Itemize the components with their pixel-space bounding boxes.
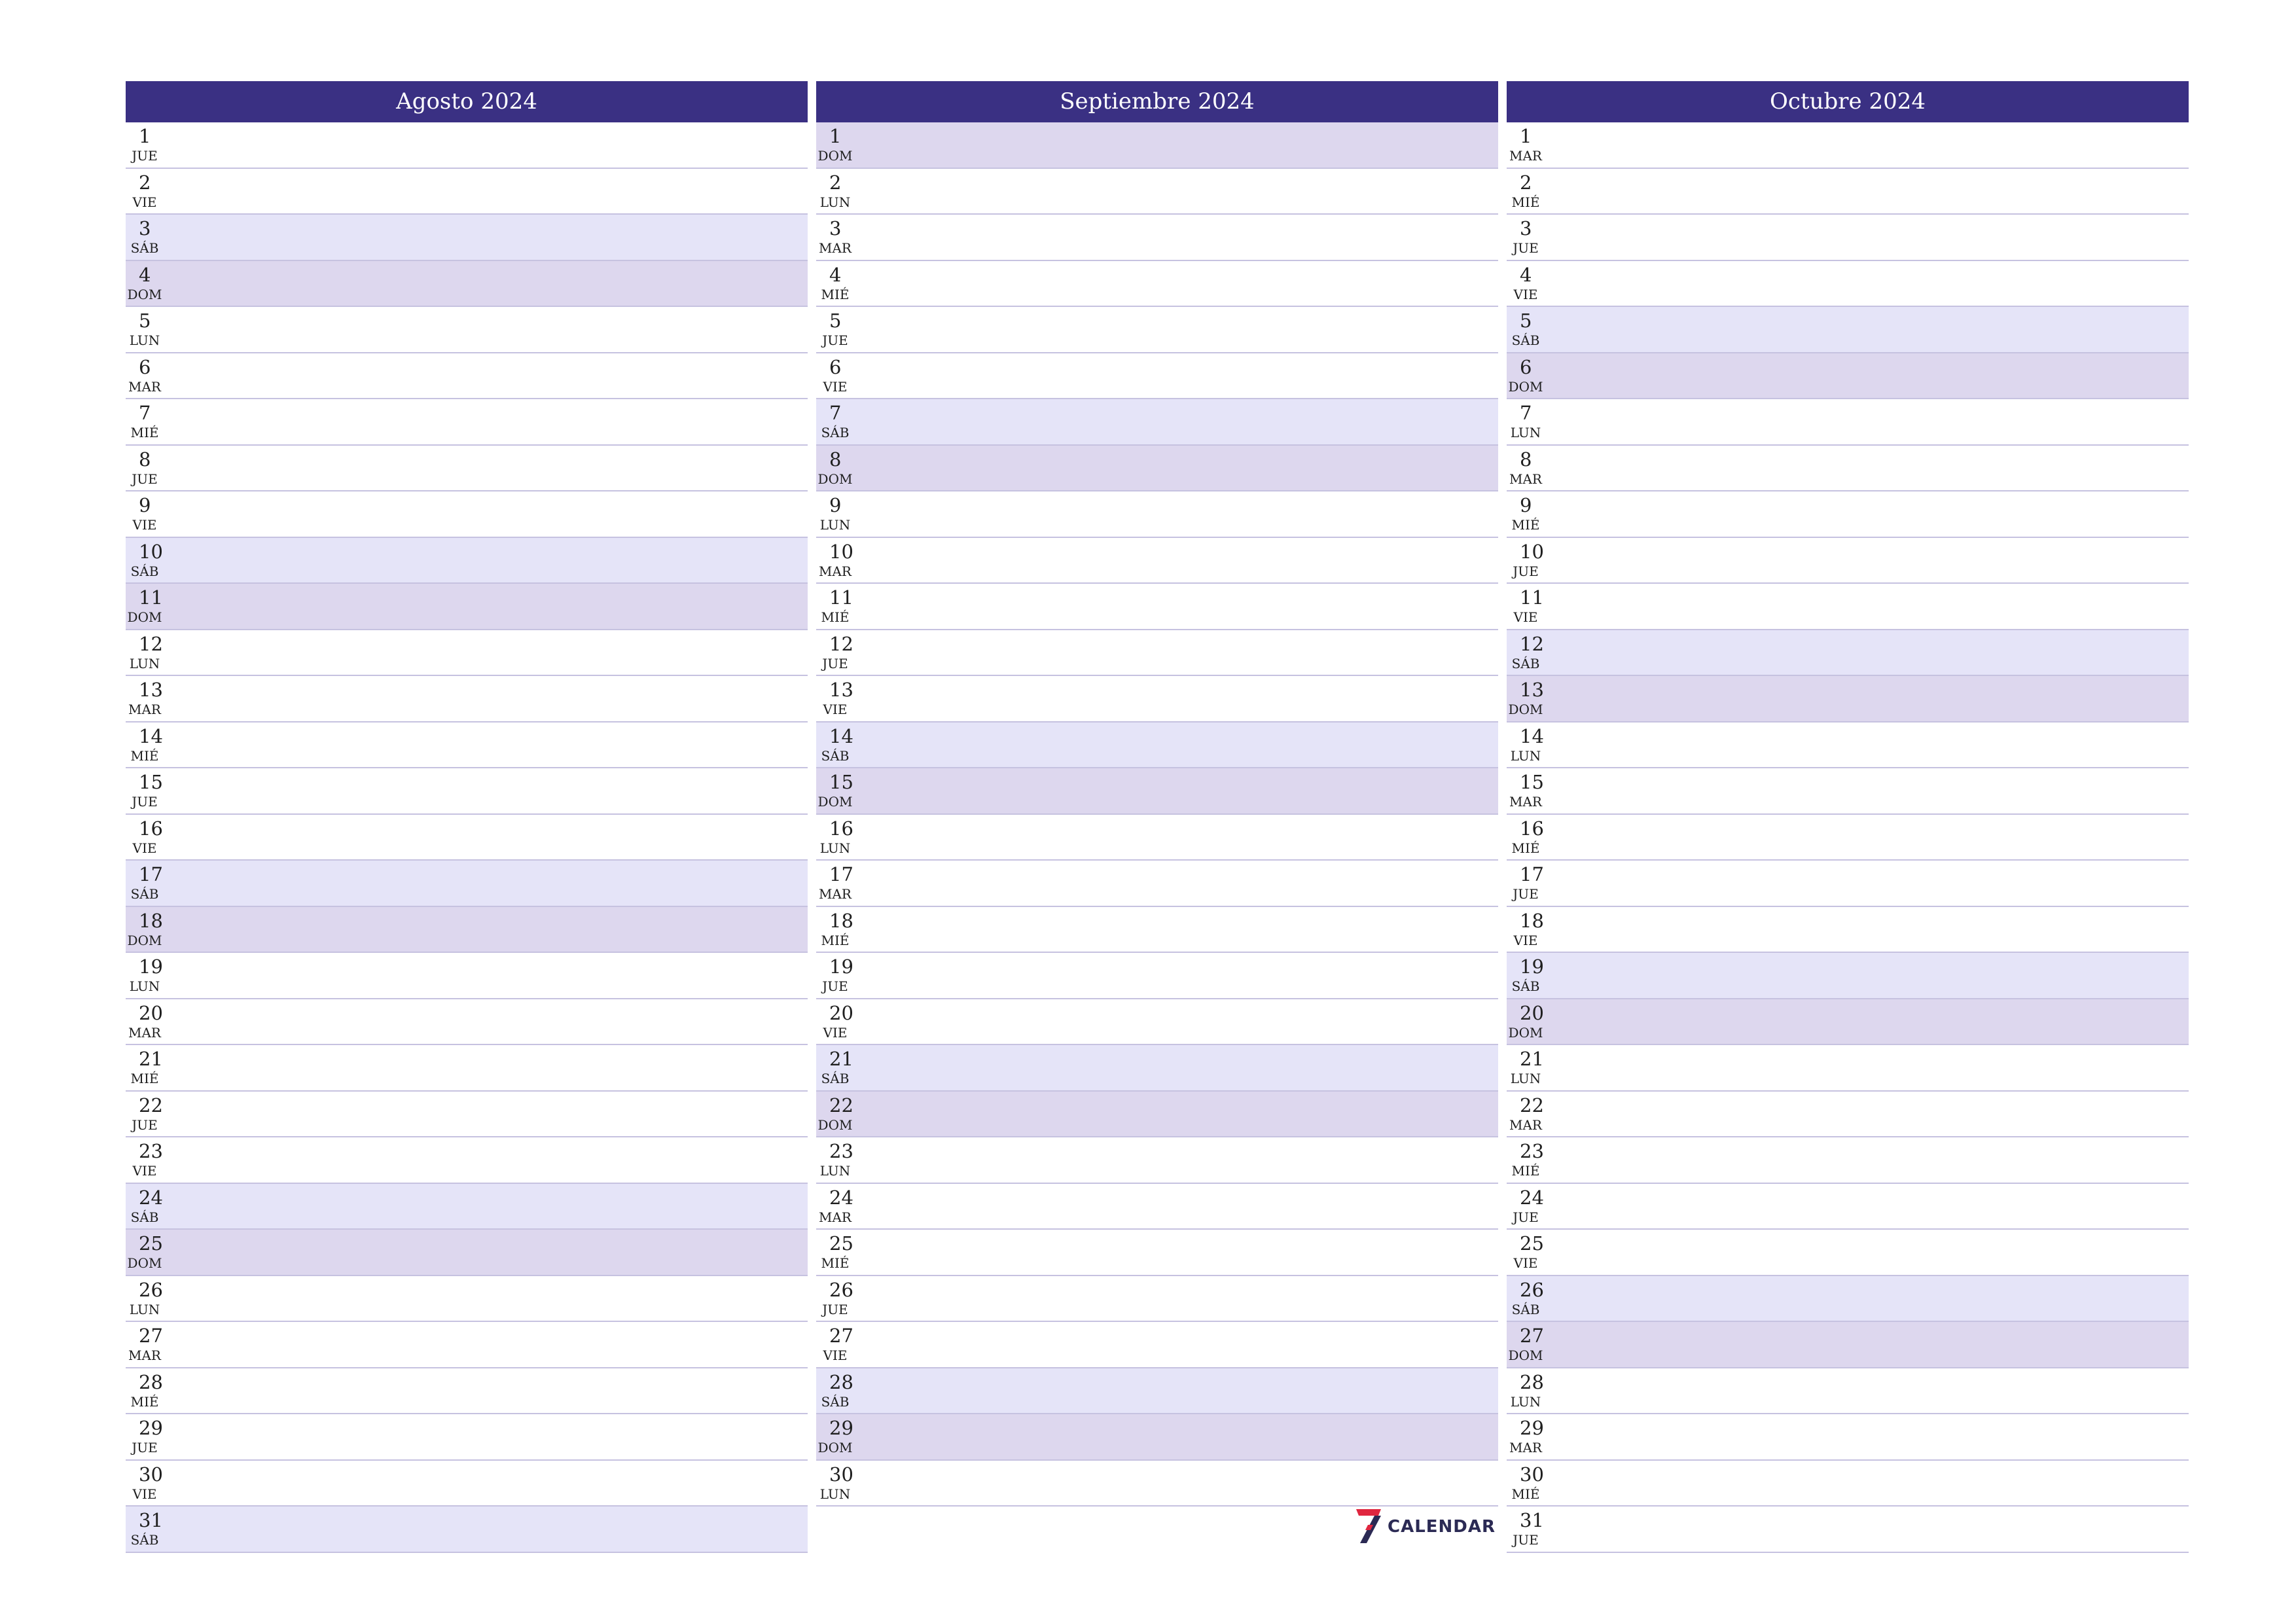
day-number: 7 [139,402,151,424]
weekday-label: LUN [1510,1071,1541,1086]
day-number: 21 [1520,1048,1544,1070]
day-row [1507,768,2189,815]
weekday-label: DOM [1508,1347,1543,1363]
day-row [1507,1368,2189,1415]
day-number: 1 [829,125,842,147]
day-number: 3 [1520,217,1532,240]
day-row [1507,1276,2189,1323]
day-number: 22 [829,1094,853,1116]
weekday-label: JUE [822,978,848,994]
day-number: 31 [1520,1509,1544,1531]
day-number: 14 [139,724,163,747]
weekday-label: MAR [1509,794,1542,810]
day-row [1507,861,2189,907]
weekday-label: SÁB [130,240,159,256]
weekday-label: LUN [129,332,160,348]
day-row [1507,1322,2189,1368]
day-number: 21 [139,1048,163,1070]
weekday-label: MIÉ [130,425,159,440]
day-row [816,1276,1498,1323]
weekday-label: MIÉ [821,609,850,625]
day-row [126,630,808,677]
day-row [816,999,1498,1046]
weekday-label: JUE [822,655,848,671]
day-row [816,768,1498,815]
day-number: 12 [1520,632,1544,655]
day-number: 17 [139,863,163,885]
weekday-label: VIE [132,1163,157,1179]
day-number: 16 [829,817,853,840]
day-number: 23 [829,1140,853,1162]
day-number: 2 [829,171,842,194]
day-row [1507,953,2189,999]
weekday-label: SÁB [130,1209,159,1225]
day-number: 25 [139,1232,163,1255]
weekday-label: LUN [819,1163,851,1179]
day-row [126,1092,808,1138]
weekday-label: SÁB [130,563,159,579]
weekday-label: DOM [817,471,853,487]
day-row [816,446,1498,492]
day-row [126,1414,808,1461]
day-number: 18 [829,909,853,932]
weekday-label: MAR [128,1024,161,1041]
day-row [816,722,1498,769]
day-number: 30 [1520,1463,1544,1486]
day-row [1507,1230,2189,1276]
weekday-label: SÁB [821,1071,850,1086]
day-row [126,261,808,308]
day-number: 29 [139,1417,163,1439]
day-row [816,1092,1498,1138]
weekday-label: VIE [1513,286,1538,302]
weekday-label: MAR [1509,1116,1542,1133]
day-row [816,122,1498,169]
day-list [816,122,1498,1507]
day-number: 4 [1520,263,1532,286]
day-number: 6 [139,355,151,378]
day-number: 13 [139,679,163,701]
day-row [126,722,808,769]
day-row [126,861,808,907]
weekday-label: SÁB [1511,332,1540,348]
day-row [126,953,808,999]
day-row [126,169,808,215]
day-number: 16 [1520,817,1544,840]
day-number: 11 [1520,586,1544,609]
day-number: 9 [1520,494,1532,516]
weekday-label: VIE [823,378,848,395]
weekday-label: MAR [819,1209,852,1225]
weekday-label: MIÉ [1511,1486,1540,1502]
weekday-label: JUE [132,471,158,487]
day-row [1507,630,2189,677]
day-row [126,122,808,169]
day-number: 17 [1520,863,1544,885]
day-number: 3 [829,217,842,240]
weekday-label: JUE [822,1301,848,1317]
weekday-label: SÁB [821,1393,850,1410]
weekday-label: VIE [823,702,848,717]
day-list [126,122,808,1553]
month-header: Octubre 2024 [1507,81,2189,122]
day-row [816,1230,1498,1276]
weekday-label: MAR [819,240,852,256]
day-number: 2 [139,171,151,194]
day-row [1507,307,2189,353]
weekday-label: DOM [1508,702,1543,717]
day-row [1507,584,2189,630]
day-number: 19 [139,955,163,978]
day-row [1507,1092,2189,1138]
day-row [126,538,808,584]
day-row [1507,122,2189,169]
day-number: 11 [139,586,163,609]
weekday-label: DOM [1508,378,1543,395]
day-row [816,1414,1498,1461]
day-number: 7 [829,402,842,424]
weekday-label: LUN [129,1301,160,1317]
day-row [816,630,1498,677]
weekday-label: LUN [1510,425,1541,440]
day-row [126,676,808,722]
day-row [1507,538,2189,584]
day-row [1507,1414,2189,1461]
day-number: 30 [829,1463,853,1486]
weekday-label: DOM [127,1255,162,1271]
weekday-label: MIÉ [1511,840,1540,856]
day-row [126,584,808,630]
weekday-label: JUE [1513,886,1539,902]
weekday-label: VIE [1513,932,1538,948]
day-number: 3 [139,217,151,240]
weekday-label: MIÉ [130,1071,159,1086]
weekday-label: VIE [1513,1255,1538,1271]
day-number: 15 [829,771,853,793]
day-row [1507,907,2189,954]
day-row [816,491,1498,538]
month-column-october [1507,81,2189,1553]
day-number: 7 [1520,402,1532,424]
weekday-label: SÁB [130,1532,159,1548]
day-number: 9 [139,494,151,516]
day-row [126,1184,808,1230]
day-row [1507,1184,2189,1230]
day-number: 8 [829,448,842,471]
weekday-label: LUN [819,517,851,533]
weekday-label: JUE [1513,240,1539,256]
weekday-label: MIÉ [821,1255,850,1271]
weekday-label: JUE [132,1440,158,1455]
day-row [1507,446,2189,492]
day-row [126,307,808,353]
weekday-label: MAR [128,378,161,395]
day-number: 29 [829,1417,853,1439]
weekday-label: SÁB [130,886,159,902]
day-list [1507,122,2189,1553]
weekday-label: JUE [132,148,158,164]
day-number: 2 [1520,171,1532,194]
weekday-label: LUN [819,840,851,856]
day-number: 12 [139,632,163,655]
day-number: 30 [139,1463,163,1486]
seven-calendar-logo [1352,1508,1496,1544]
day-row [126,491,808,538]
weekday-label: VIE [132,517,157,533]
weekday-label: MIÉ [130,1393,159,1410]
weekday-label: VIE [132,194,157,210]
weekday-label: MIÉ [821,286,850,302]
day-row [816,907,1498,954]
day-number: 23 [139,1140,163,1162]
weekday-label: SÁB [1511,978,1540,994]
weekday-label: JUE [822,332,848,348]
day-row [1507,261,2189,308]
day-row [816,676,1498,722]
day-row [126,1507,808,1553]
weekday-label: DOM [127,609,162,625]
day-number: 24 [829,1186,853,1209]
weekday-label: LUN [129,978,160,994]
day-row [816,1322,1498,1368]
day-row [816,169,1498,215]
day-row [126,768,808,815]
day-number: 10 [139,540,163,563]
day-row [126,353,808,400]
day-row [816,815,1498,861]
weekday-label: DOM [817,148,853,164]
day-number: 14 [1520,724,1544,747]
day-row [1507,353,2189,400]
day-number: 8 [1520,448,1532,471]
day-number: 13 [829,679,853,701]
day-row [816,307,1498,353]
day-row [1507,215,2189,261]
day-number: 28 [1520,1370,1544,1393]
day-row [1507,491,2189,538]
day-row [816,861,1498,907]
day-row [1507,399,2189,446]
weekday-label: VIE [132,1486,157,1502]
day-number: 5 [829,310,842,332]
day-number: 1 [139,125,151,147]
day-number: 26 [139,1278,163,1301]
day-row [126,399,808,446]
day-number: 20 [829,1001,853,1024]
day-number: 20 [139,1001,163,1024]
day-number: 16 [139,817,163,840]
day-number: 17 [829,863,853,885]
day-row [1507,999,2189,1046]
weekday-label: MIÉ [821,932,850,948]
day-row [126,815,808,861]
weekday-label: VIE [1513,609,1538,625]
day-row [1507,676,2189,722]
day-number: 10 [829,540,853,563]
day-row [126,1137,808,1184]
weekday-label: LUN [819,1486,851,1502]
weekday-label: JUE [132,794,158,810]
day-number: 15 [1520,771,1544,793]
weekday-label: VIE [823,1024,848,1041]
day-number: 27 [139,1325,163,1347]
day-number: 27 [829,1325,853,1347]
day-row [126,1045,808,1092]
weekday-label: DOM [817,1116,853,1133]
seven-calendar-logo-icon [1352,1508,1385,1544]
day-number: 10 [1520,540,1544,563]
month-column-august [126,81,808,1553]
day-row [126,1276,808,1323]
weekday-label: LUN [129,655,160,671]
day-row [126,215,808,261]
weekday-label: VIE [132,840,157,856]
day-number: 28 [829,1370,853,1393]
day-row [816,353,1498,400]
day-number: 24 [139,1186,163,1209]
day-row [816,953,1498,999]
day-number: 25 [1520,1232,1544,1255]
day-number: 21 [829,1048,853,1070]
month-column-september [816,81,1498,1507]
day-row [126,999,808,1046]
day-number: 4 [139,263,151,286]
weekday-label: MAR [1509,148,1542,164]
weekday-label: DOM [817,1440,853,1455]
weekday-label: MAR [1509,471,1542,487]
day-row [126,1322,808,1368]
weekday-label: MIÉ [1511,1163,1540,1179]
day-number: 29 [1520,1417,1544,1439]
day-row [816,538,1498,584]
day-number: 5 [1520,310,1532,332]
day-number: 23 [1520,1140,1544,1162]
day-number: 4 [829,263,842,286]
day-number: 12 [829,632,853,655]
day-row [1507,1045,2189,1092]
weekday-label: MAR [819,886,852,902]
monthly-planner [126,81,2172,1547]
weekday-label: VIE [823,1347,848,1363]
weekday-label: SÁB [1511,1301,1540,1317]
weekday-label: SÁB [821,747,850,764]
weekday-label: MAR [1509,1440,1542,1455]
day-number: 11 [829,586,853,609]
day-row [126,907,808,954]
day-number: 15 [139,771,163,793]
day-row [1507,722,2189,769]
weekday-label: LUN [1510,1393,1541,1410]
day-number: 6 [1520,355,1532,378]
day-number: 28 [139,1370,163,1393]
day-number: 22 [139,1094,163,1116]
weekday-label: DOM [127,286,162,302]
day-number: 26 [829,1278,853,1301]
day-row [816,1045,1498,1092]
month-header: Agosto 2024 [126,81,808,122]
weekday-label: JUE [132,1116,158,1133]
day-row [816,1137,1498,1184]
day-number: 25 [829,1232,853,1255]
day-number: 18 [139,909,163,932]
day-row [1507,1507,2189,1553]
weekday-label: MIÉ [1511,517,1540,533]
day-row [1507,1461,2189,1507]
weekday-label: MAR [819,563,852,579]
weekday-label: SÁB [1511,655,1540,671]
day-row [126,1461,808,1507]
day-number: 5 [139,310,151,332]
day-row [816,399,1498,446]
day-number: 24 [1520,1186,1544,1209]
weekday-label: DOM [127,932,162,948]
weekday-label: LUN [1510,747,1541,764]
day-number: 26 [1520,1278,1544,1301]
day-row [126,446,808,492]
day-number: 22 [1520,1094,1544,1116]
day-number: 31 [139,1509,163,1531]
day-row [816,584,1498,630]
day-number: 19 [1520,955,1544,978]
day-number: 8 [139,448,151,471]
day-row [816,1184,1498,1230]
day-row [126,1368,808,1415]
weekday-label: MAR [128,702,161,717]
day-row [1507,169,2189,215]
weekday-label: JUE [1513,1532,1539,1548]
day-number: 9 [829,494,842,516]
day-row [126,1230,808,1276]
day-number: 6 [829,355,842,378]
day-number: 27 [1520,1325,1544,1347]
weekday-label: DOM [1508,1024,1543,1041]
day-row [816,215,1498,261]
weekday-label: MAR [128,1347,161,1363]
day-number: 1 [1520,125,1532,147]
month-header: Septiembre 2024 [816,81,1498,122]
weekday-label: JUE [1513,563,1539,579]
day-row [1507,1137,2189,1184]
weekday-label: SÁB [821,425,850,440]
day-number: 20 [1520,1001,1544,1024]
day-row [1507,815,2189,861]
weekday-label: DOM [817,794,853,810]
day-number: 14 [829,724,853,747]
logo-text: CALENDAR [1388,1517,1496,1537]
day-number: 19 [829,955,853,978]
weekday-label: MIÉ [130,747,159,764]
day-row [816,261,1498,308]
weekday-label: JUE [1513,1209,1539,1225]
day-number: 13 [1520,679,1544,701]
day-row [816,1368,1498,1415]
weekday-label: LUN [819,194,851,210]
day-row [816,1461,1498,1507]
day-number: 18 [1520,909,1544,932]
weekday-label: MIÉ [1511,194,1540,210]
